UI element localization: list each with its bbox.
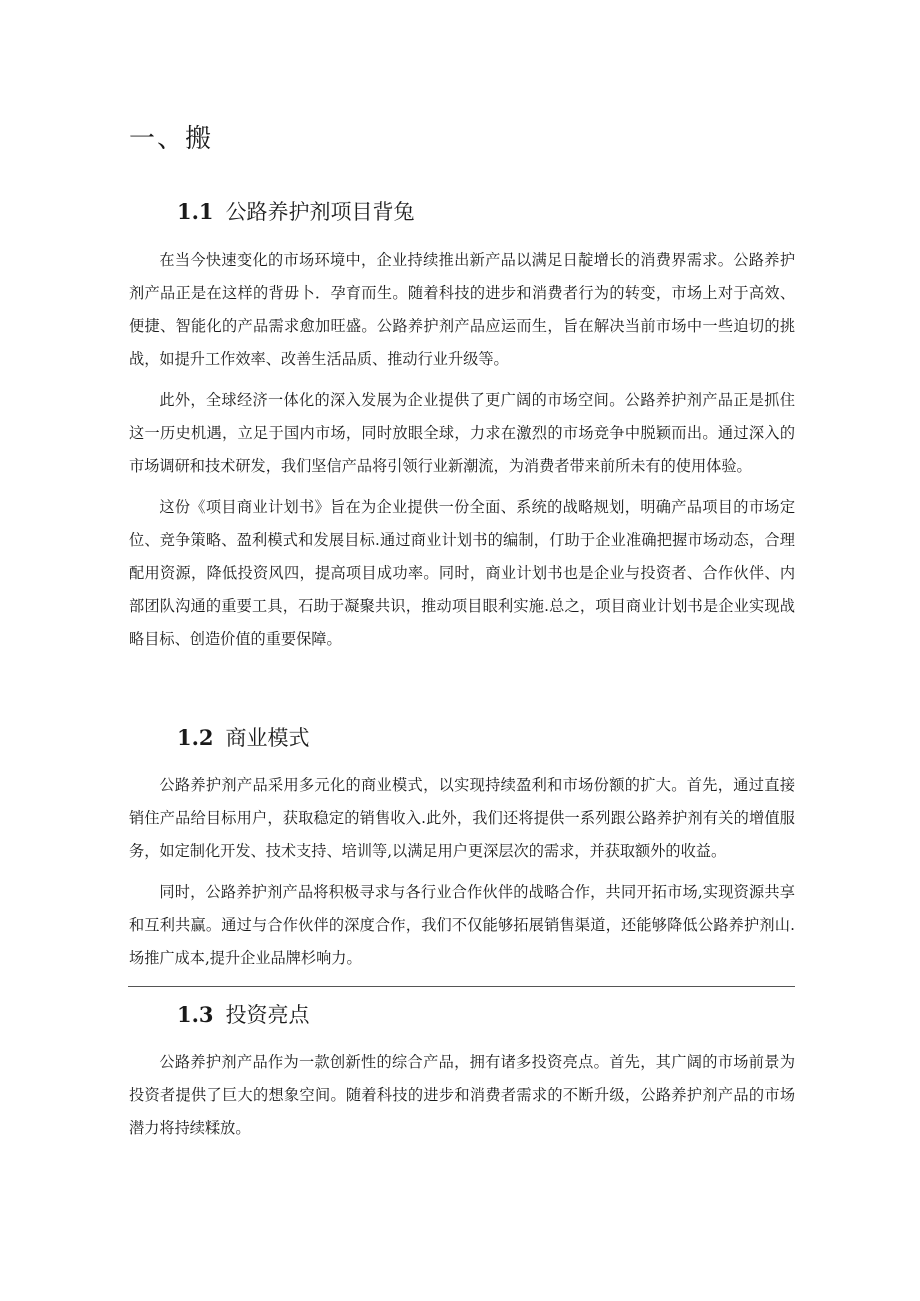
- section-number: 1.1: [177, 199, 214, 224]
- section-title: 公路养护剂项目背兔: [225, 200, 415, 224]
- chapter-title: 一、搬: [129, 124, 214, 154]
- paragraph: 同时，公路养护剂产品将积极寻求与各行业合作伙伴的战略合作，共同开拓市场,实现资源共享和互利共赢。通过与合作伙伴的深度合作，我们不仅能够拓展销售渠道，还能够降低公路养护剂山.场推广成本,提升企业品牌杉响力。: [129, 883, 795, 967]
- section-number: 1.3: [177, 1002, 214, 1027]
- paragraph: 在当今快速变化的市场环境中，企业持续推出新产品以满足日靛增长的消费界需求。公路养护剂产品正是在这样的背毋卜．孕育而生。随着科技的进步和消费者行为的转变，市场上对于高效、便捷、智能化的产品需求愈加旺盛。公路养护剂产品应运而生，旨在解决当前市场中一些迫切的挑战，如提升工作效率、改善生活品质、推动行业升级等。: [129, 251, 795, 368]
- section-heading-1-2: [177, 722, 310, 752]
- section-title: 投资亮点: [225, 1003, 310, 1027]
- section-title: 商业模式: [225, 726, 310, 750]
- section-body-1-1: [129, 244, 795, 664]
- paragraph: 此外，全球经济一体化的深入发展为企业提供了更广阔的市场空间。公路养护剂产品正是抓住这一历史机遇，立足于国内市场，同时放眼全球，力求在激烈的市场竞争中脱颖而出。通过深入的市场调研和技术研发，我们坚信产品将引领行业新潮流，为消费者带来前所未有的使用体验。: [129, 391, 795, 475]
- section-body-1-3: [129, 1046, 795, 1153]
- section-heading-1-3: [177, 999, 310, 1029]
- section-number: 1.2: [177, 725, 214, 750]
- section-heading-1-1: [177, 196, 415, 226]
- section-body-1-2: [129, 769, 795, 983]
- divider-line: [128, 986, 795, 987]
- paragraph: 公路养护剂产品采用多元化的商业模式，以实现持续盈利和市场份额的扩大。首先，通过直接销住产品给目标用户，获取稳定的销售收入.此外，我们还将提供一系列跟公路养护剂有关的增值服务，如定制化开发、技术支持、培训等,以满足用户更深层次的需求，并获取额外的收益。: [129, 776, 795, 860]
- paragraph: 公路养护剂产品作为一款创新性的综合产品，拥有诸多投资亮点。首先，其广阔的市场前景为投资者提供了巨大的想象空间。随着科技的进步和消费者需求的不断升级，公路养护剂产品的市场潜力将持续糅放。: [129, 1053, 795, 1137]
- paragraph: 这份《项目商业计划书》旨在为企业提供一份全面、系统的战略规划，明确产品项目的市场定位、竞争策略、盈利模式和发展目标.通过商业计划书的编制，仃助于企业准确把握市场动态，合理配用资源，降低投资风四，提高项目成功率。同时，商业计划书也是企业与投资者、合作伙伴、内部团队沟通的重要工具，石助于凝聚共识，推动项目眼利实施.总之，项目商业计划书是企业实现战略目标、创造价值的重要保障。: [129, 498, 795, 648]
